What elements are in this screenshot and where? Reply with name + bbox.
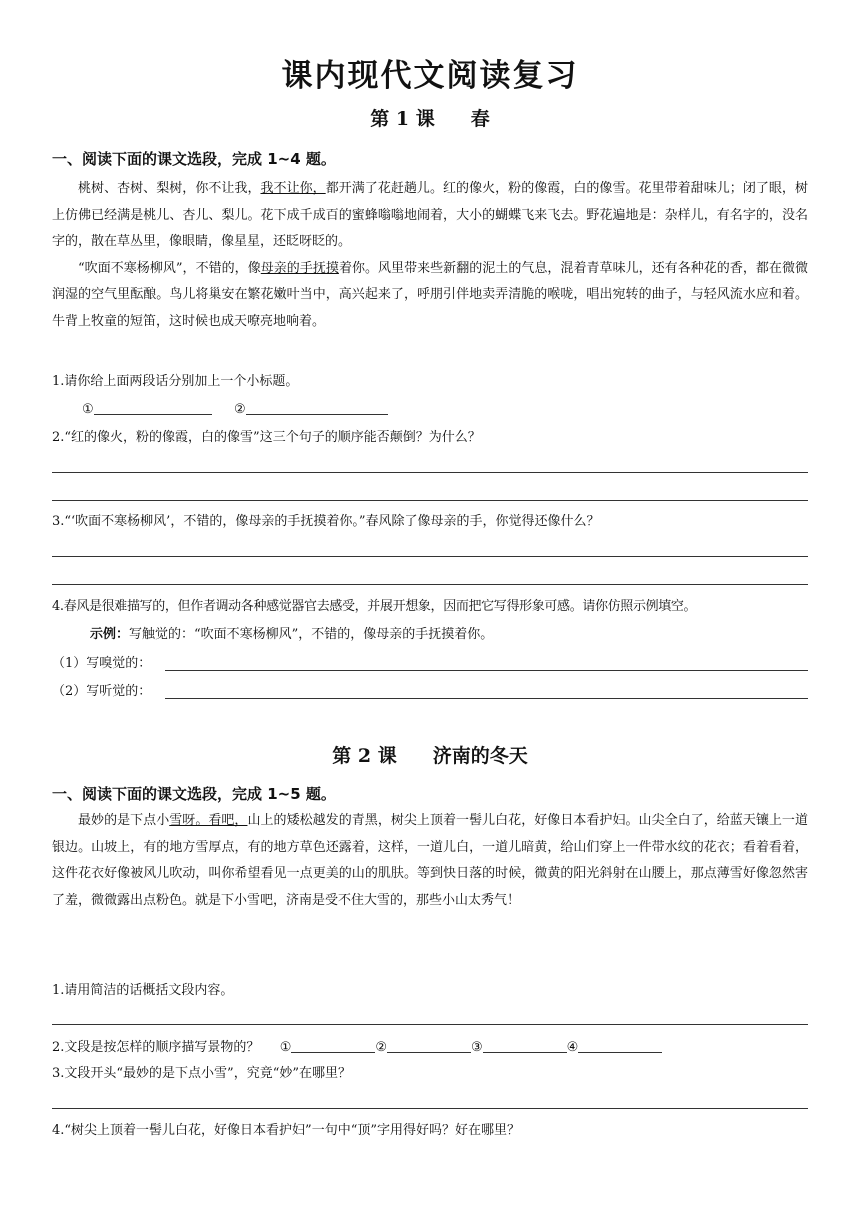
answer-line[interactable] (52, 1108, 808, 1109)
lesson-1-example (90, 625, 846, 645)
lesson-2-question-4: 4.“树尖上顶着一髻儿白花，好像日本看护妇”一句中“顶”字用得好吗？好在哪里？ (52, 1123, 520, 1138)
lesson-1-question-1-blanks (82, 400, 838, 420)
paragraph-text: 着你。风里带来些新翻的泥土的气息，混着青草味儿，还有各种花的香，都在微微润湿的空气里酝酿。鸟儿将巢安在繁花嫩叶当中，高兴起来了，呼朋引伴地卖弄清脆的喉咙，唱出宛转的曲子，与轻风流水应和着。牛背上牧童的短笛，这时候也成天嘹亮地响着。 (52, 260, 808, 329)
lesson-1-number: 第 1 课 (370, 108, 435, 130)
underlined-text: 雪呀。看吧， (169, 813, 248, 828)
lesson-1-question-4: 4.春风是很难描写的，但作者调动各种感觉器官去感受，并展开想象，因而把它写得形象可感。请你仿照示例填空。 (52, 599, 697, 614)
blank-marker: ② (375, 1040, 387, 1055)
lesson-2-name: 济南的冬天 (432, 745, 528, 767)
lesson-1-paragraph-1 (52, 176, 808, 256)
lesson-2-question-3: 3.文段开头“最妙的是下点小雪”，究竟“妙”在哪里？ (52, 1066, 351, 1081)
lesson-1-question-1: 1.请你给上面两段话分别加上一个小标题。 (52, 374, 299, 389)
paragraph-text: “吹面不寒杨柳风”，不错的，像 (78, 260, 261, 276)
document-title: 课内现代文阅读复习 (281, 58, 579, 94)
lesson-1-question-4-1: （1）写嗅觉的： (52, 656, 152, 671)
lesson-2-title (0, 743, 860, 769)
underlined-text: 母亲的手抚摸 (260, 260, 339, 276)
blank-marker: ③ (471, 1040, 483, 1055)
example-label: 示例： (90, 627, 130, 642)
answer-blank[interactable] (387, 1038, 471, 1053)
underlined-text: 我不让你， (260, 181, 326, 196)
blank-marker: ① (279, 1040, 292, 1055)
lesson-1-name: 春 (470, 108, 490, 130)
answer-line[interactable] (165, 698, 808, 699)
answer-blank[interactable] (483, 1038, 567, 1053)
answer-blank[interactable] (291, 1038, 375, 1053)
answer-line[interactable] (52, 472, 808, 473)
paragraph-text: 桃树、杏树、梨树，你不让我， (78, 181, 261, 196)
lesson-2-paragraph (52, 808, 808, 914)
answer-blank[interactable] (246, 400, 388, 415)
lesson-1-question-2: 2.“红的像火，粉的像霞，白的像雪”这三个句子的顺序能否颠倒？为什么？ (52, 430, 481, 445)
lesson-1-question-3: 3.“‘吹面不寒杨柳风’，不错的，像母亲的手抚摸着你。”春风除了像母亲的手，你觉得还像什么？ (52, 514, 600, 529)
blank-marker: ② (233, 402, 246, 417)
lesson-2-instruction: 一、阅读下面的课文选段，完成 1~5 题。 (52, 785, 336, 803)
lesson-1-paragraph-2 (52, 256, 808, 336)
lesson-2-passage (52, 808, 808, 914)
answer-line[interactable] (52, 556, 808, 557)
answer-line[interactable] (52, 500, 808, 501)
lesson-2-question-1: 1.请用简洁的话概括文段内容。 (52, 983, 234, 998)
lesson-1-title (0, 106, 860, 132)
answer-blank[interactable] (578, 1038, 662, 1053)
lesson-2-question-2 (52, 1038, 808, 1058)
answer-line[interactable] (165, 670, 808, 671)
answer-line[interactable] (52, 1024, 808, 1025)
lesson-1-question-4-2: （2）写听觉的： (52, 684, 152, 699)
blank-marker: ① (82, 402, 94, 417)
blank-marker: ④ (566, 1040, 579, 1055)
question-text: 2.文段是按怎样的顺序描写景物的？ (52, 1040, 260, 1055)
answer-line[interactable] (52, 584, 808, 585)
lesson-1-passage (52, 176, 808, 335)
paragraph-text: 山上的矮松越发的青黑，树尖上顶着一髻儿白花，好像日本看护妇。山尖全白了，给蓝天镶上一道银边。山坡上，有的地方雪厚点，有的地方草色还露着，这样，一道儿白，一道儿暗黄，给山们穿上一件带水纹的花衣；看着看着，这件花衣好像被风儿吹动，叫你希望看见一点更美的山的肌肤。等到快日落的时候，微黄的阳光斜射在山腰上，那点薄雪好像忽然害了羞，微微露出点粉色。就是下小雪吧，济南是受不住大雪的，那些小山太秀气！ (52, 813, 808, 908)
lesson-1-instruction: 一、阅读下面的课文选段，完成 1~4 题。 (52, 150, 336, 168)
example-text: 写触觉的：“吹面不寒杨柳风”，不错的，像母亲的手抚摸着你。 (129, 627, 494, 642)
lesson-2-number: 第 2 课 (332, 745, 397, 767)
answer-blank[interactable] (94, 400, 212, 415)
paragraph-text: 最妙的是下点小 (78, 813, 170, 828)
paragraph-text: 都开满了花赶趟儿。红的像火，粉的像霞，白的像雪。花里带着甜味儿；闭了眼，树上仿佛已经满是桃儿、杏儿、梨儿。花下成千成百的蜜蜂嗡嗡地闹着，大小的蝴蝶飞来飞去。野花遍地是：杂样儿，有名字的，没名字的，散在草丛里，像眼睛，像星星，还眨呀眨的。 (52, 181, 808, 249)
